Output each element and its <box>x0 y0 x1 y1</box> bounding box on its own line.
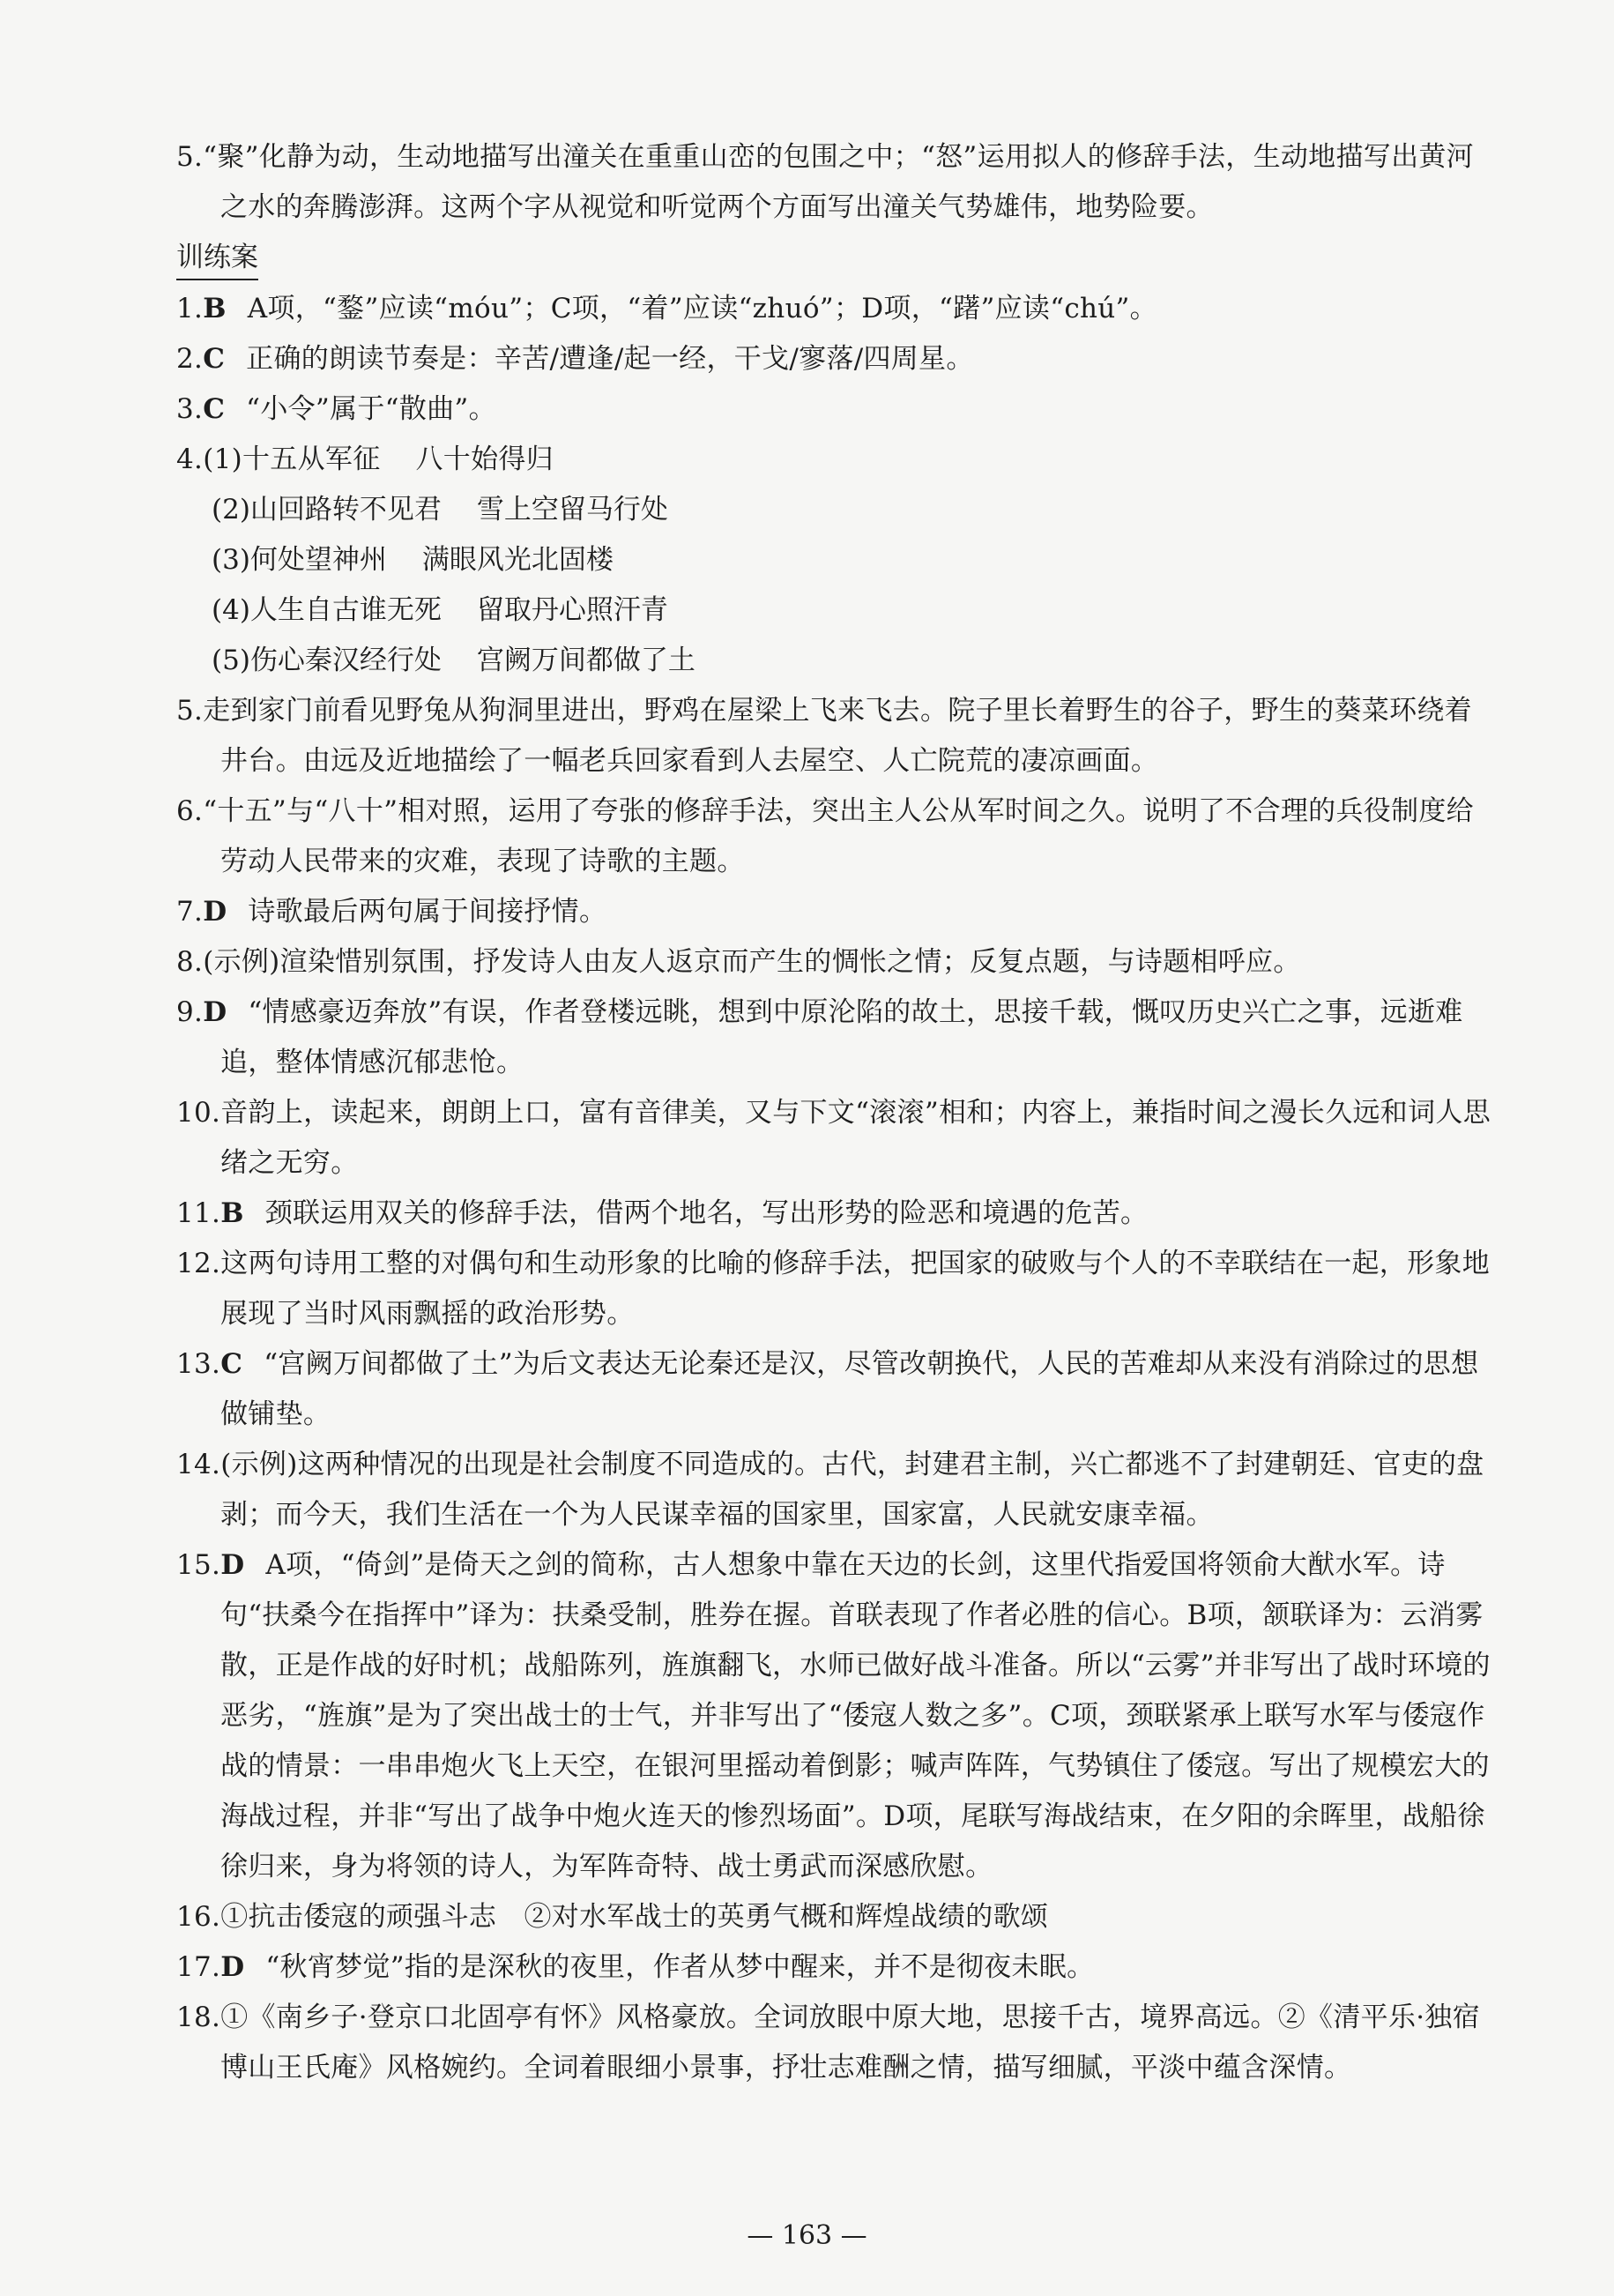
answer-text: 音韵上，读起来，朗朗上口，富有音律美，又与下文“滚滚”相和；内容上，兼指时间之漫长久远和词人思绪之无穷。 <box>220 1097 1491 1179</box>
answer-choice: B <box>220 1197 244 1229</box>
answer-number: 6. <box>176 795 204 827</box>
answer-item <box>176 334 1499 384</box>
answer-text: 正确的朗读节奏是：辛苦/遭逢/起一经，干戈/寥落/四周星。 <box>246 343 974 375</box>
answer-choice: B <box>203 293 227 324</box>
answer-text: ①抗击倭寇的顽强斗志 ②对水军战士的英勇气概和辉煌战绩的歌颂 <box>220 1901 1049 1933</box>
answer-item <box>176 384 1499 435</box>
answer-item <box>176 1892 1499 1942</box>
answer-item <box>176 1993 1499 2093</box>
page-number: — 163 — <box>747 2220 867 2251</box>
answer-number: 15. <box>176 1549 221 1581</box>
answer-item <box>176 937 1499 988</box>
answer-list-1 <box>176 284 1499 435</box>
answer-4-line-2-a: (2)山回路转不见君 <box>212 494 442 526</box>
answer-4-line-5-b: 宫阙万间都做了土 <box>476 645 695 676</box>
answer-choice: D <box>220 1549 245 1581</box>
answer-choice: D <box>203 996 227 1028</box>
answer-text: A项，“倚剑”是倚天之剑的简称，古人想象中靠在天边的长剑，这里代指爱国将领俞大猷水军。诗句“扶桑今在指挥中”译为：扶桑受制，胜券在握。首联表现了作者必胜的信心。B项，颔联译为：云消雾散，正是作战的好时机；战船陈列，旌旗翻飞，水师已做好战斗准备。所以“云雾”并非写出了战时环境的恶劣，“旌旗”是为了突出战士的士气，并非写出了“倭寇人数之多”。C项，颈联紧承上联写水军与倭寇作战的情景：一串串炮火飞上天空，在银河里摇动着倒影；喊声阵阵，气势镇住了倭寇。写出了规模宏大的海战过程，并非“写出了战争中炮火连天的惨烈场面”。D项，尾联写海战结束，在夕阳的余晖里，战船徐徐归来，身为将领的诗人，为军阵奇特、战士勇武而深感欣慰。 <box>220 1549 1491 1882</box>
answer-item <box>176 1540 1499 1892</box>
answer-item <box>176 1088 1499 1189</box>
answer-number: 17. <box>176 1951 221 1983</box>
answer-text: ①《南乡子·登京口北固亭有怀》风格豪放。全词放眼中原大地，思接千古，境界高远。②《清平乐·独宿博山王氏庵》风格婉约。全词着眼细小景事，抒壮志难酬之情，描写细腻，平淡中蕴含深情。 <box>220 2002 1481 2084</box>
answer-item <box>176 988 1499 1088</box>
answer-4-line-1-b: 八十始得归 <box>415 444 554 475</box>
answer-number: 3. <box>176 393 204 425</box>
answer-list-2 <box>176 686 1499 2093</box>
answer-text: (示例)渲染惜别氛围，抒发诗人由友人返京而产生的惆怅之情；反复点题，与诗题相呼应。 <box>203 946 1301 978</box>
answer-choice: D <box>203 896 227 928</box>
answer-4-line-3-a: (3)何处望神州 <box>212 544 387 576</box>
answer-4-line-1 <box>176 435 1499 485</box>
answer-text: (示例)这两种情况的出现是社会制度不同造成的。古代，封建君主制，兴亡都逃不了封建朝廷、官吏的盘剥；而今天，我们生活在一个为人民谋幸福的国家里，国家富，人民就安康幸福。 <box>220 1449 1484 1531</box>
answer-item <box>176 887 1499 937</box>
answer-item <box>176 1339 1499 1440</box>
answer-text: “宫阙万间都做了土”为后文表达无论秦还是汉，尽管改朝换代，人民的苦难却从来没有消除过的思想做铺垫。 <box>220 1348 1479 1430</box>
answer-item <box>176 1189 1499 1239</box>
answer-4-line-2-b: 雪上空留马行处 <box>476 494 668 526</box>
answer-number: 1. <box>176 293 204 324</box>
answer-choice: C <box>203 393 226 425</box>
answer-item <box>176 1239 1499 1339</box>
answer-number: 16. <box>176 1901 221 1933</box>
answer-4-line-4-b: 留取丹心照汗青 <box>476 594 668 626</box>
answer-number: 12. <box>176 1248 221 1279</box>
answer-number: 18. <box>176 2002 221 2033</box>
answer-number: 9. <box>176 996 204 1028</box>
answer-4-line-1-a: (1)十五从军征 <box>203 444 381 475</box>
answer-text: 诗歌最后两句属于间接抒情。 <box>248 896 607 928</box>
answer-4-line-4 <box>176 585 1499 636</box>
answer-text: “秋宵梦觉”指的是深秋的夜里，作者从梦中醒来，并不是彻夜未眠。 <box>265 1951 1095 1983</box>
answer-text: 这两句诗用工整的对偶句和生动形象的比喻的修辞手法，把国家的破败与个人的不幸联结在一起，形象地展现了当时风雨飘摇的政治形势。 <box>220 1248 1490 1330</box>
answer-4-line-5-a: (5)伤心秦汉经行处 <box>212 645 442 676</box>
answer-content <box>176 132 1499 2093</box>
answer-text: “十五”与“八十”相对照，运用了夸张的修辞手法，突出主人公从军时间之久。说明了不合理的兵役制度给劳动人民带来的灾难，表现了诗歌的主题。 <box>203 795 1474 877</box>
answer-4-line-5 <box>176 636 1499 686</box>
answer-number: 14. <box>176 1449 221 1480</box>
answer-item <box>176 686 1499 786</box>
answer-text: 走到家门前看见野兔从狗洞里进出，野鸡在屋梁上飞来飞去。院子里长着野生的谷子，野生的葵菜环绕着井台。由远及近地描绘了一幅老兵回家看到人去屋空、人亡院荒的凄凉画面。 <box>203 695 1472 777</box>
answer-number: 7. <box>176 896 204 928</box>
answer-number: 5. <box>176 695 204 727</box>
answer-text: A项，“鍪”应读“móu”；C项，“着”应读“zhuó”；D项，“躇”应读“chú”。 <box>247 293 1157 324</box>
answer-text: “小令”属于“散曲”。 <box>246 393 496 425</box>
answer-number: 4. <box>176 444 204 475</box>
answer-number: 8. <box>176 946 204 978</box>
answer-choice: C <box>220 1348 243 1380</box>
answer-4-line-4-a: (4)人生自古谁无死 <box>212 594 442 626</box>
answer-item <box>176 1440 1499 1540</box>
answer-text: “情感豪迈奔放”有误，作者登楼远眺，想到中原沦陷的故土，思接千载，慨叹历史兴亡之事，远逝难追，整体情感沉郁悲怆。 <box>220 996 1463 1078</box>
answer-number: 2. <box>176 343 204 375</box>
answer-item <box>176 284 1499 334</box>
answer-item-4 <box>176 435 1499 686</box>
answer-choice: D <box>220 1951 245 1983</box>
answer-item-prev-5: 5.“聚”化静为动，生动地描写出潼关在重重山峦的包围之中；“怒”运用拟人的修辞手法，生动地描写出黄河之水的奔腾澎湃。这两个字从视觉和听觉两个方面写出潼关气势雄伟，地势险要。 <box>176 141 1474 223</box>
answer-item <box>176 1942 1499 1993</box>
answer-number: 10. <box>176 1097 221 1129</box>
answer-choice: C <box>203 343 226 375</box>
answer-4-line-3-b: 满眼风光北固楼 <box>421 544 614 576</box>
answer-4-line-2 <box>176 485 1499 535</box>
answer-4-line-3 <box>176 535 1499 585</box>
answer-text: 颈联运用双关的修辞手法，借两个地名，写出形势的险恶和境遇的危苦。 <box>264 1197 1149 1229</box>
section-title: 训练案 <box>176 236 258 280</box>
answer-number: 13. <box>176 1348 221 1380</box>
answer-number: 11. <box>176 1197 221 1229</box>
answer-item <box>176 786 1499 887</box>
